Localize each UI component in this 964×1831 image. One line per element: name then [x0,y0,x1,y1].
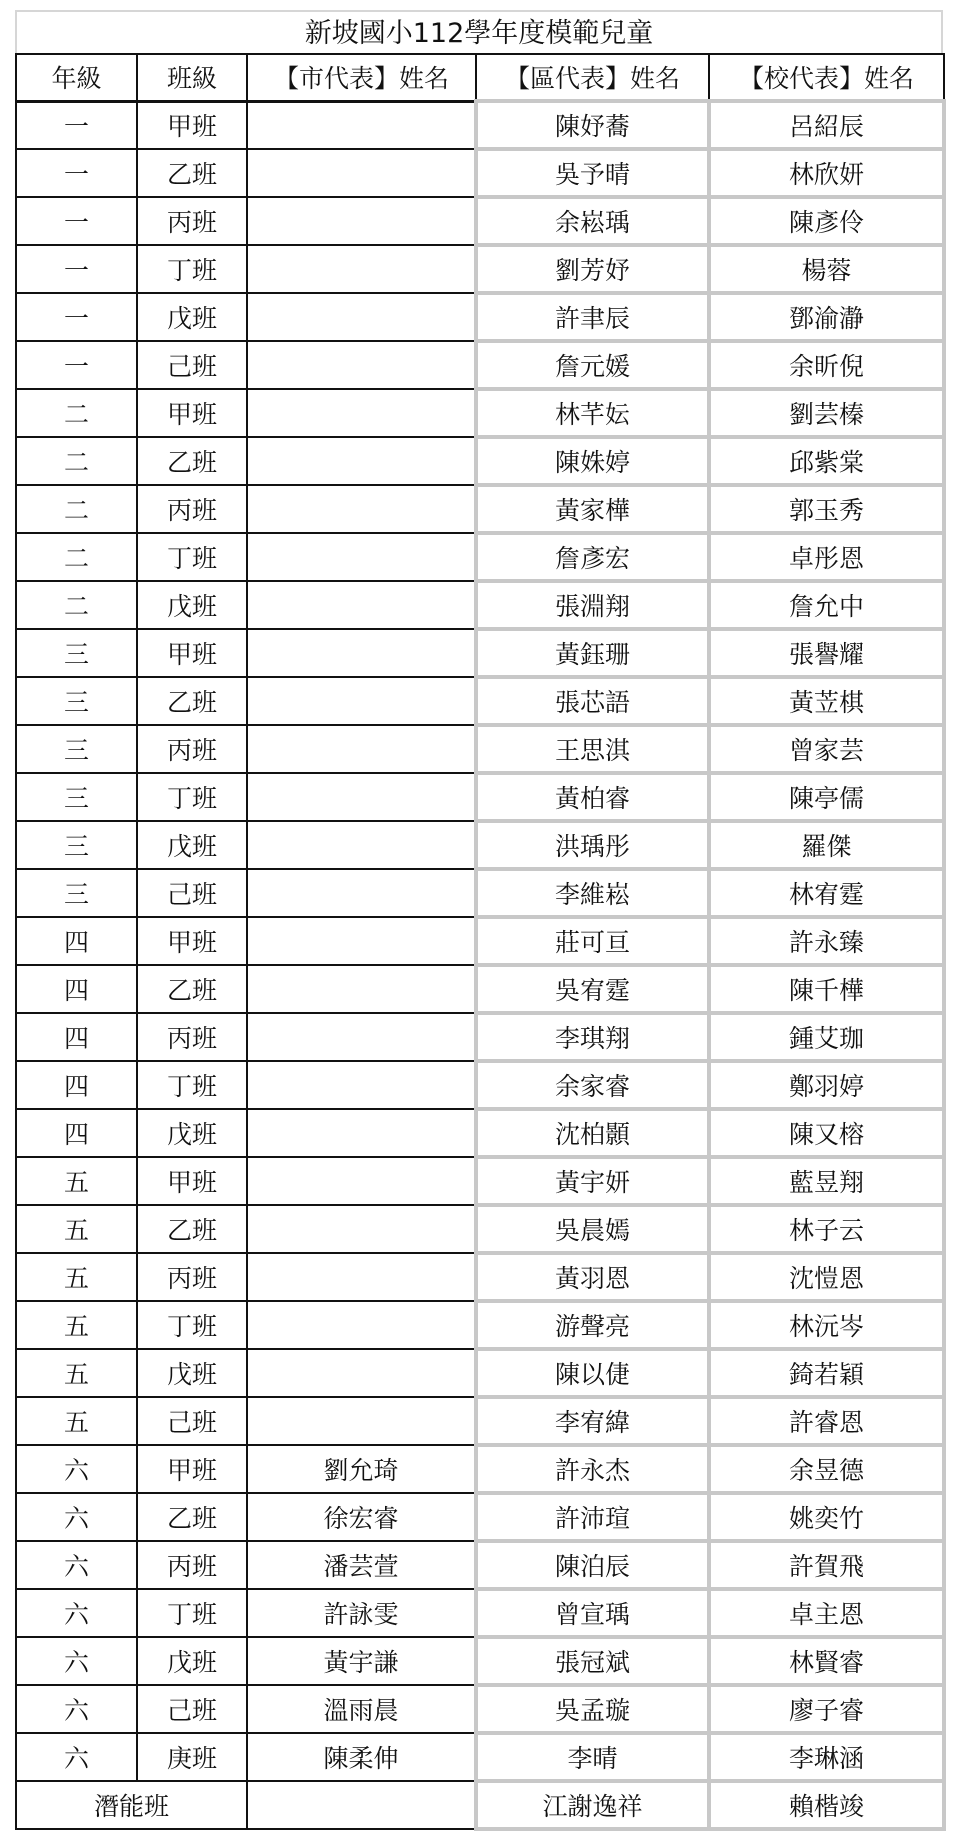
cell-district-rep: 黃羽恩 [476,1253,709,1301]
cell-school-rep: 呂紹辰 [709,101,944,149]
cell-city-rep: 許詠雯 [247,1589,476,1637]
cell-school-rep: 邱紫棠 [709,437,944,485]
cell-city-rep [247,149,476,197]
cell-class: 甲班 [137,1157,247,1205]
cell-class: 甲班 [137,101,247,149]
table-row [16,1349,944,1397]
cell-class: 甲班 [137,917,247,965]
cell-city-rep [247,677,476,725]
cell-grade: 一 [16,149,137,197]
cell-grade: 六 [16,1589,137,1637]
cell-grade: 五 [16,1253,137,1301]
cell-school-rep: 許賀飛 [709,1541,944,1589]
cell-school-rep: 曾家芸 [709,725,944,773]
table-row [16,1685,944,1733]
cell-grade: 六 [16,1445,137,1493]
cell-district-rep: 吳孟璇 [476,1685,709,1733]
honor-roll-table [15,53,946,1831]
cell-class: 丙班 [137,725,247,773]
table-row [16,341,944,389]
cell-school-rep: 陳千樺 [709,965,944,1013]
table-row [16,773,944,821]
cell-school-rep: 林沅岑 [709,1301,944,1349]
cell-school-rep: 劉芸榛 [709,389,944,437]
page-title: 新坡國小112學年度模範兒童 [15,10,943,53]
cell-class: 戊班 [137,1637,247,1685]
cell-district-rep: 詹元媛 [476,341,709,389]
cell-school-rep: 鄭羽婷 [709,1061,944,1109]
header-district-rep: 【區代表】姓名 [476,54,709,101]
cell-school-rep: 郭玉秀 [709,485,944,533]
cell-class: 戊班 [137,581,247,629]
table-row [16,725,944,773]
cell-class: 乙班 [137,1205,247,1253]
cell-district-rep: 吳晨嫣 [476,1205,709,1253]
cell-class: 甲班 [137,1445,247,1493]
cell-class: 戊班 [137,1349,247,1397]
cell-class: 丁班 [137,1301,247,1349]
document-sheet [15,10,943,1831]
cell-city-rep: 黃宇謙 [247,1637,476,1685]
cell-grade: 二 [16,389,137,437]
cell-class: 丁班 [137,245,247,293]
cell-district-rep: 黃柏睿 [476,773,709,821]
table-row [16,1397,944,1445]
table-row [16,677,944,725]
cell-district-rep: 余崧瑀 [476,197,709,245]
table-row [16,1637,944,1685]
cell-class: 甲班 [137,389,247,437]
cell-class: 庚班 [137,1733,247,1781]
cell-school-rep: 卓主恩 [709,1589,944,1637]
cell-class: 己班 [137,869,247,917]
table-row [16,197,944,245]
cell-city-rep [247,1013,476,1061]
cell-city-rep [247,1157,476,1205]
cell-city-rep [247,965,476,1013]
cell-district-rep: 吳予晴 [476,149,709,197]
cell-class: 乙班 [137,437,247,485]
cell-school-rep: 許睿恩 [709,1397,944,1445]
table-row [16,917,944,965]
cell-class: 乙班 [137,149,247,197]
cell-class: 乙班 [137,677,247,725]
cell-grade: 一 [16,245,137,293]
table-row [16,1733,944,1781]
cell-class: 己班 [137,341,247,389]
table-row [16,1445,944,1493]
cell-grade: 四 [16,1061,137,1109]
cell-grade: 三 [16,629,137,677]
cell-class: 丙班 [137,1541,247,1589]
cell-grade: 五 [16,1205,137,1253]
cell-grade: 一 [16,293,137,341]
footer-city-rep [247,1781,476,1829]
cell-school-rep: 余昱德 [709,1445,944,1493]
cell-city-rep [247,1061,476,1109]
cell-class: 乙班 [137,965,247,1013]
cell-school-rep: 卓彤恩 [709,533,944,581]
cell-city-rep [247,821,476,869]
table-row [16,533,944,581]
cell-district-rep: 李宥緯 [476,1397,709,1445]
header-city-rep: 【市代表】姓名 [247,54,476,101]
cell-city-rep [247,245,476,293]
cell-school-rep: 林宥霆 [709,869,944,917]
cell-school-rep: 羅傑 [709,821,944,869]
cell-district-rep: 吳宥霆 [476,965,709,1013]
cell-class: 丁班 [137,1061,247,1109]
cell-school-rep: 李琳涵 [709,1733,944,1781]
cell-city-rep [247,389,476,437]
cell-city-rep [247,581,476,629]
header-row [16,54,944,101]
table-row [16,1157,944,1205]
cell-grade: 三 [16,821,137,869]
cell-district-rep: 莊可亘 [476,917,709,965]
cell-class: 戊班 [137,821,247,869]
cell-district-rep: 陳泊辰 [476,1541,709,1589]
cell-city-rep [247,725,476,773]
cell-school-rep: 錡若穎 [709,1349,944,1397]
footer-school-rep: 賴楷竣 [709,1781,944,1829]
cell-school-rep: 廖子睿 [709,1685,944,1733]
table-row [16,437,944,485]
cell-grade: 三 [16,677,137,725]
cell-district-rep: 陳以倢 [476,1349,709,1397]
cell-city-rep [247,1109,476,1157]
cell-district-rep: 李琪翔 [476,1013,709,1061]
cell-grade: 一 [16,101,137,149]
cell-district-rep: 張芯語 [476,677,709,725]
cell-grade: 一 [16,197,137,245]
cell-grade: 四 [16,917,137,965]
cell-city-rep [247,533,476,581]
cell-class: 己班 [137,1397,247,1445]
cell-district-rep: 詹彥宏 [476,533,709,581]
header-class: 班級 [137,54,247,101]
cell-district-rep: 許永杰 [476,1445,709,1493]
cell-school-rep: 沈愷恩 [709,1253,944,1301]
header-grade: 年級 [16,54,137,101]
cell-city-rep [247,917,476,965]
cell-grade: 四 [16,1013,137,1061]
cell-school-rep: 林子云 [709,1205,944,1253]
cell-grade: 三 [16,773,137,821]
cell-district-rep: 曾宣瑀 [476,1589,709,1637]
cell-school-rep: 鄧渝瀞 [709,293,944,341]
cell-class: 丁班 [137,533,247,581]
cell-school-rep: 余昕倪 [709,341,944,389]
cell-school-rep: 陳又榕 [709,1109,944,1157]
cell-district-rep: 許沛瑄 [476,1493,709,1541]
cell-class: 甲班 [137,629,247,677]
cell-grade: 二 [16,581,137,629]
cell-district-rep: 黃家樺 [476,485,709,533]
cell-class: 丁班 [137,773,247,821]
cell-city-rep [247,1301,476,1349]
cell-district-rep: 黃鈺珊 [476,629,709,677]
cell-school-rep: 黃苙棋 [709,677,944,725]
cell-city-rep [247,485,476,533]
cell-city-rep: 徐宏睿 [247,1493,476,1541]
table-row [16,581,944,629]
cell-grade: 二 [16,533,137,581]
table-row [16,1589,944,1637]
cell-class: 丙班 [137,1253,247,1301]
cell-school-rep: 許永臻 [709,917,944,965]
cell-city-rep [247,293,476,341]
table-row [16,1253,944,1301]
cell-school-rep: 林賢睿 [709,1637,944,1685]
header-school-rep: 【校代表】姓名 [709,54,944,101]
cell-class: 戊班 [137,293,247,341]
cell-grade: 五 [16,1301,137,1349]
table-row [16,101,944,149]
cell-district-rep: 游聲亮 [476,1301,709,1349]
cell-grade: 五 [16,1397,137,1445]
cell-city-rep: 劉允琦 [247,1445,476,1493]
cell-grade: 三 [16,725,137,773]
cell-school-rep: 林欣妍 [709,149,944,197]
cell-city-rep [247,437,476,485]
cell-school-rep: 姚奕竹 [709,1493,944,1541]
table-row [16,629,944,677]
table-row [16,245,944,293]
cell-grade: 六 [16,1733,137,1781]
cell-grade: 五 [16,1349,137,1397]
table-row [16,821,944,869]
cell-city-rep [247,869,476,917]
table-row [16,485,944,533]
cell-class: 丙班 [137,197,247,245]
table-row [16,1109,944,1157]
cell-city-rep [247,1205,476,1253]
cell-city-rep [247,629,476,677]
footer-district-rep: 江謝逸祥 [476,1781,709,1829]
table-row [16,1061,944,1109]
cell-district-rep: 余家睿 [476,1061,709,1109]
cell-grade: 六 [16,1685,137,1733]
cell-city-rep [247,1253,476,1301]
cell-city-rep: 陳柔伸 [247,1733,476,1781]
cell-grade: 六 [16,1637,137,1685]
cell-city-rep: 潘芸萱 [247,1541,476,1589]
table-row [16,1205,944,1253]
table-row [16,869,944,917]
table-row [16,389,944,437]
table-row [16,1013,944,1061]
cell-city-rep [247,1397,476,1445]
cell-city-rep: 溫雨晨 [247,1685,476,1733]
cell-district-rep: 劉芳妤 [476,245,709,293]
cell-district-rep: 許聿辰 [476,293,709,341]
cell-district-rep: 張淵翔 [476,581,709,629]
cell-grade: 六 [16,1493,137,1541]
cell-class: 丙班 [137,485,247,533]
cell-district-rep: 沈柏顥 [476,1109,709,1157]
table-row [16,965,944,1013]
cell-class: 己班 [137,1685,247,1733]
cell-district-rep: 張冠斌 [476,1637,709,1685]
cell-school-rep: 鍾艾珈 [709,1013,944,1061]
cell-city-rep [247,197,476,245]
cell-class: 乙班 [137,1493,247,1541]
footer-label: 潛能班 [16,1781,247,1829]
cell-grade: 一 [16,341,137,389]
cell-district-rep: 李晴 [476,1733,709,1781]
cell-city-rep [247,773,476,821]
cell-school-rep: 詹允中 [709,581,944,629]
cell-district-rep: 黃宇妍 [476,1157,709,1205]
cell-grade: 三 [16,869,137,917]
cell-district-rep: 王思淇 [476,725,709,773]
cell-class: 戊班 [137,1109,247,1157]
footer-row [16,1781,944,1829]
table-row [16,1493,944,1541]
table-row [16,149,944,197]
cell-school-rep: 楊蓉 [709,245,944,293]
cell-grade: 二 [16,437,137,485]
cell-city-rep [247,341,476,389]
cell-school-rep: 陳亭儒 [709,773,944,821]
cell-grade: 二 [16,485,137,533]
cell-school-rep: 藍昱翔 [709,1157,944,1205]
cell-district-rep: 陳妤蕎 [476,101,709,149]
cell-grade: 五 [16,1157,137,1205]
table-row [16,1301,944,1349]
cell-school-rep: 陳彥伶 [709,197,944,245]
table-row [16,293,944,341]
cell-district-rep: 陳姝婷 [476,437,709,485]
cell-district-rep: 李維崧 [476,869,709,917]
cell-city-rep [247,1349,476,1397]
cell-district-rep: 林芊妘 [476,389,709,437]
cell-grade: 六 [16,1541,137,1589]
cell-city-rep [247,101,476,149]
cell-grade: 四 [16,1109,137,1157]
table-row [16,1541,944,1589]
cell-class: 丁班 [137,1589,247,1637]
cell-grade: 四 [16,965,137,1013]
cell-district-rep: 洪瑀彤 [476,821,709,869]
cell-class: 丙班 [137,1013,247,1061]
cell-school-rep: 張譽耀 [709,629,944,677]
